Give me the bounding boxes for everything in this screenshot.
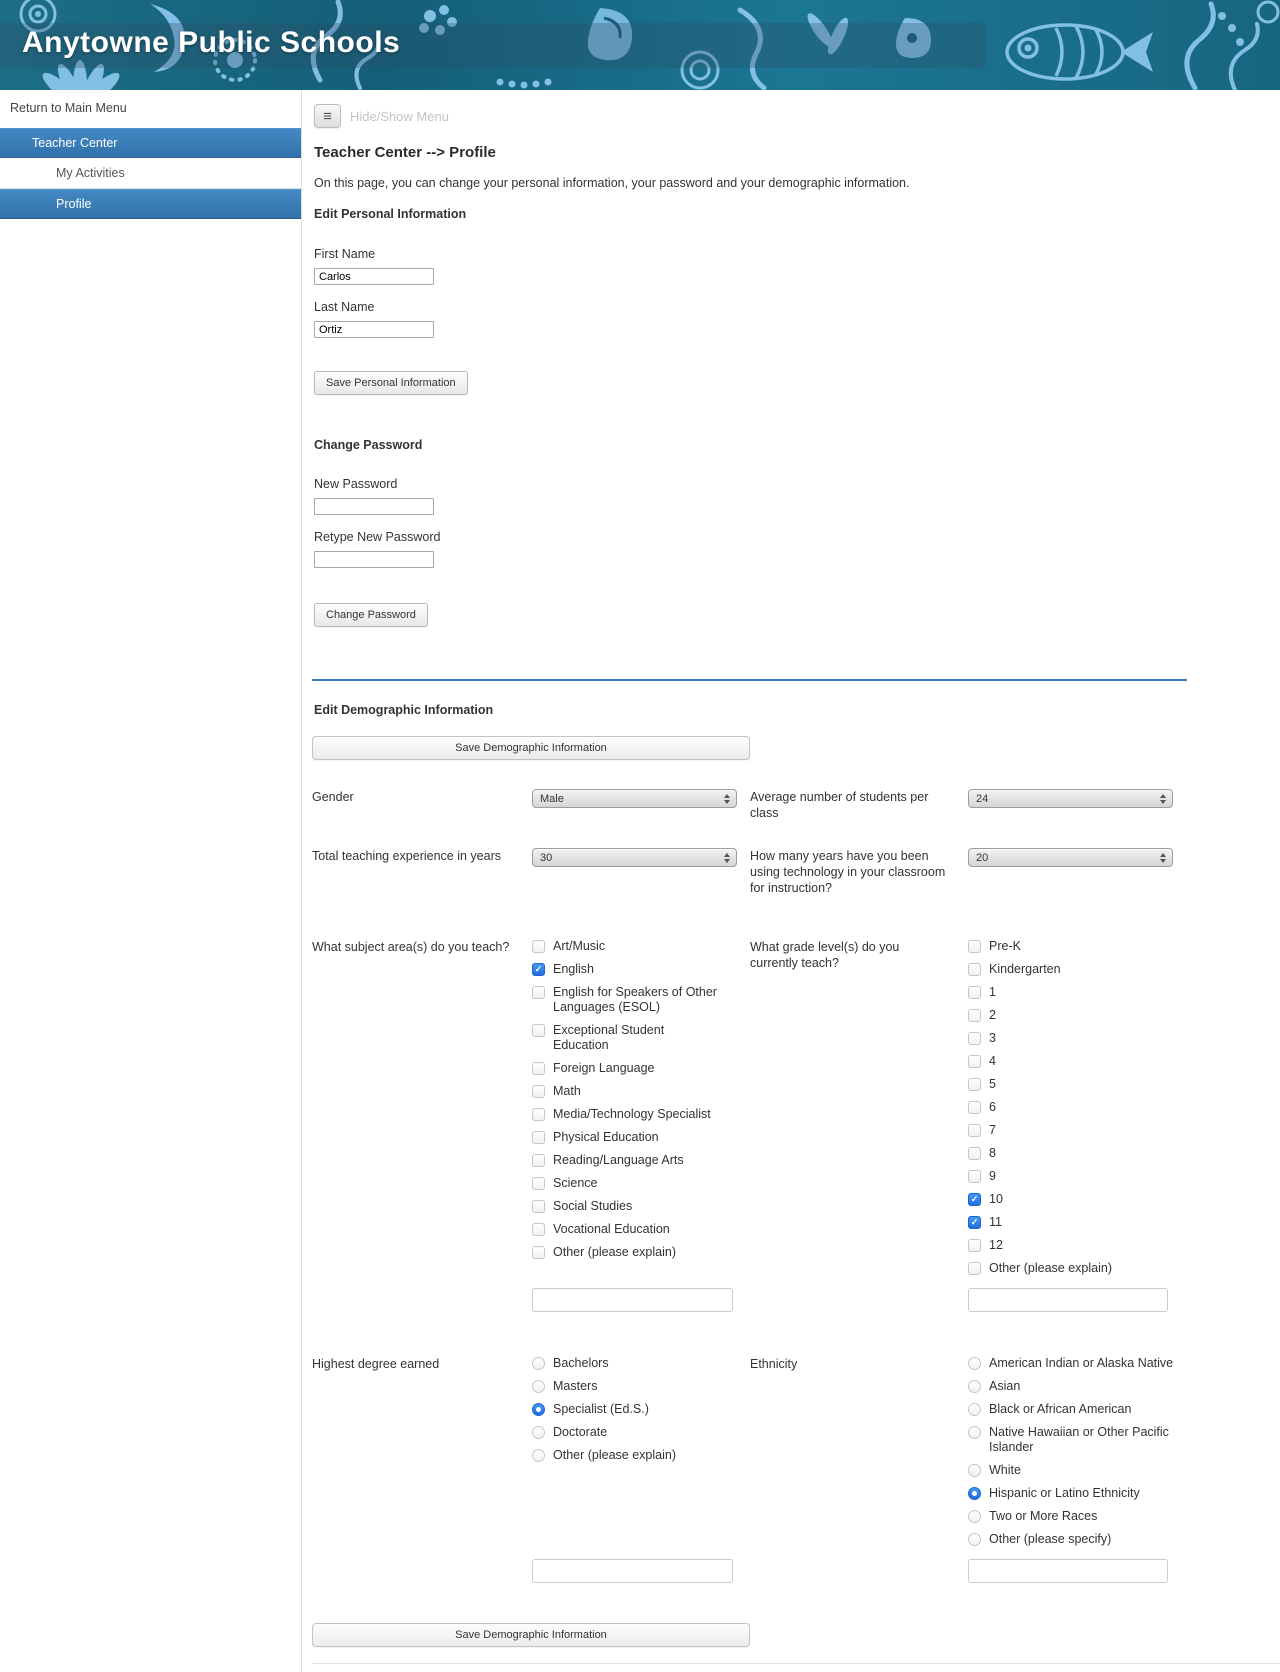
subject-checkbox-option[interactable] xyxy=(532,1245,750,1260)
avg-students-selected-value: 24 xyxy=(976,792,989,805)
checkbox[interactable] xyxy=(532,1200,545,1213)
experience-select[interactable] xyxy=(532,848,737,867)
save-personal-information-button[interactable]: Save Personal Information xyxy=(314,371,468,395)
option-label: Native Hawaiian or Other Pacific Islander xyxy=(989,1425,1169,1454)
option-label: 2 xyxy=(989,1008,996,1022)
subject-checkbox-option[interactable] xyxy=(532,1084,750,1099)
option-label: Exceptional Student Education xyxy=(553,1023,665,1052)
ethnicity-radio-option[interactable] xyxy=(968,1509,1187,1524)
grade-checkbox-option[interactable] xyxy=(968,939,1187,954)
checkbox[interactable] xyxy=(532,986,545,999)
subject-checkbox-option[interactable] xyxy=(532,1176,750,1191)
subject-checkbox-option[interactable] xyxy=(532,1222,750,1237)
option-label: English for Speakers of Other Languages (ESOL) xyxy=(553,985,717,1014)
option-label: 9 xyxy=(989,1169,996,1183)
degree-radio-option[interactable] xyxy=(532,1402,750,1417)
subject-checkbox-option[interactable] xyxy=(532,1023,750,1053)
radio-button[interactable] xyxy=(968,1533,981,1546)
option-label: Kindergarten xyxy=(989,962,1061,976)
option-label: Bachelors xyxy=(553,1356,609,1370)
radio-button[interactable] xyxy=(532,1403,545,1416)
checkbox[interactable] xyxy=(532,1062,545,1075)
option-label: Reading/Language Arts xyxy=(553,1153,684,1167)
grade-checkbox-option[interactable] xyxy=(968,1146,1187,1161)
option-label: 1 xyxy=(989,985,996,999)
hamburger-icon: ≡ xyxy=(323,107,332,125)
last-name-field[interactable] xyxy=(314,321,434,338)
ethnicity-label: Ethnicity xyxy=(750,1357,798,1371)
grades-other-input[interactable] xyxy=(968,1288,1168,1312)
option-label: Other (please explain) xyxy=(553,1448,676,1462)
option-label: Art/Music xyxy=(553,939,606,953)
ethnicity-radio-option[interactable] xyxy=(968,1402,1187,1417)
grade-checkbox-option[interactable] xyxy=(968,1008,1187,1023)
ethnicity-radio-option[interactable] xyxy=(968,1425,1187,1455)
checkbox[interactable] xyxy=(532,963,545,976)
gender-select[interactable] xyxy=(532,789,737,808)
sidebar-item-label: Profile xyxy=(56,197,92,211)
checkbox[interactable] xyxy=(532,1024,545,1037)
option-label: Vocational Education xyxy=(553,1222,670,1236)
degree-radio-option[interactable] xyxy=(532,1448,750,1463)
option-label: Physical Education xyxy=(553,1130,659,1144)
subject-checkbox-option[interactable] xyxy=(532,939,750,954)
checkbox[interactable] xyxy=(968,1009,981,1022)
checkbox[interactable] xyxy=(968,1078,981,1091)
ethnicity-radio-option[interactable] xyxy=(968,1463,1187,1478)
page-intro: On this page, you can change your personal information, your password and your demographic information. xyxy=(314,176,910,190)
select-spinner-icon xyxy=(1160,853,1172,863)
section-divider xyxy=(312,679,1187,681)
menu-toolbar xyxy=(314,104,1187,128)
subjects-other-input[interactable] xyxy=(532,1288,733,1312)
subject-checkbox-option[interactable] xyxy=(532,1061,750,1076)
option-label: Doctorate xyxy=(553,1425,608,1439)
subject-checkbox-option[interactable] xyxy=(532,985,750,1015)
ethnicity-radio-option[interactable] xyxy=(968,1532,1187,1547)
option-label: 3 xyxy=(989,1031,996,1045)
ethnicity-other-input[interactable] xyxy=(968,1559,1168,1583)
radio-button[interactable] xyxy=(532,1426,545,1439)
option-label: English xyxy=(553,962,594,976)
personal-info-heading: Edit Personal Information xyxy=(314,207,467,221)
radio-button[interactable] xyxy=(968,1357,981,1370)
grade-checkbox-option[interactable] xyxy=(968,1238,1187,1253)
degree-radio-option[interactable] xyxy=(532,1425,750,1440)
option-label: Black or African American xyxy=(989,1402,1132,1416)
checkbox[interactable] xyxy=(532,1246,545,1259)
ethnicity-radio-option[interactable] xyxy=(968,1356,1187,1371)
option-label: 7 xyxy=(989,1123,996,1137)
grade-checkbox-option[interactable] xyxy=(968,985,1187,1000)
grades-checkbox-list xyxy=(968,939,1187,1276)
checkbox[interactable] xyxy=(532,1108,545,1121)
app-header xyxy=(0,0,1280,90)
option-label: 6 xyxy=(989,1100,996,1114)
last-name-label: Last Name xyxy=(314,300,375,314)
subject-checkbox-option[interactable] xyxy=(532,1130,750,1145)
grade-checkbox-option[interactable] xyxy=(968,1261,1187,1276)
main-content xyxy=(302,90,1280,1672)
save-demographic-information-button-bottom[interactable]: Save Demographic Information xyxy=(312,1623,750,1647)
option-label: 10 xyxy=(989,1192,1003,1206)
radio-button[interactable] xyxy=(968,1464,981,1477)
sidebar-item-teacher-center[interactable] xyxy=(0,128,301,158)
checkbox[interactable] xyxy=(968,1101,981,1114)
change-password-button[interactable]: Change Password xyxy=(314,603,428,627)
option-label: Asian xyxy=(989,1379,1021,1393)
degree-label: Highest degree earned xyxy=(312,1357,440,1371)
grade-checkbox-option[interactable] xyxy=(968,1054,1187,1069)
checkbox[interactable] xyxy=(968,940,981,953)
avg-students-select[interactable] xyxy=(968,789,1173,808)
hide-show-menu-label: Hide/Show Menu xyxy=(350,108,449,124)
option-label: Other (please explain) xyxy=(553,1245,676,1259)
save-demographic-information-button-top[interactable]: Save Demographic Information xyxy=(312,736,750,760)
experience-selected-value: 30 xyxy=(540,851,553,864)
grade-checkbox-option[interactable] xyxy=(968,962,1187,977)
option-label: Media/Technology Specialist xyxy=(553,1107,711,1121)
checkbox[interactable] xyxy=(968,1239,981,1252)
checkbox[interactable] xyxy=(968,986,981,999)
sidebar-menu xyxy=(0,90,302,1672)
return-to-main-menu-link[interactable]: Return to Main Menu xyxy=(10,101,127,115)
checkbox[interactable] xyxy=(532,1154,545,1167)
degree-radio-option[interactable] xyxy=(532,1379,750,1394)
subject-checkbox-option[interactable] xyxy=(532,1107,750,1122)
grade-checkbox-option[interactable] xyxy=(968,1031,1187,1046)
checkbox[interactable] xyxy=(532,1131,545,1144)
checkbox[interactable] xyxy=(968,1193,981,1206)
select-spinner-icon xyxy=(1160,794,1172,804)
subjects-label: What subject area(s) do you teach? xyxy=(312,940,510,954)
sidebar-item-label: My Activities xyxy=(56,166,125,180)
ethnicity-radio-list xyxy=(968,1356,1187,1547)
select-spinner-icon xyxy=(724,853,736,863)
degree-radio-option[interactable] xyxy=(532,1356,750,1371)
option-label: Math xyxy=(553,1084,581,1098)
ethnicity-radio-option[interactable] xyxy=(968,1486,1187,1501)
option-label: Foreign Language xyxy=(553,1061,655,1075)
checkbox[interactable] xyxy=(532,940,545,953)
subjects-checkbox-list xyxy=(532,939,750,1260)
option-label: 12 xyxy=(989,1238,1003,1252)
option-label: Social Studies xyxy=(553,1199,633,1213)
first-name-label: First Name xyxy=(314,247,376,261)
new-password-label: New Password xyxy=(314,477,398,491)
sidebar-item-profile[interactable] xyxy=(0,189,301,219)
content-bottom-rule xyxy=(312,1663,1280,1664)
option-label: Science xyxy=(553,1176,598,1190)
experience-label: Total teaching experience in years xyxy=(312,849,502,863)
option-label: 11 xyxy=(989,1215,1002,1229)
checkbox[interactable] xyxy=(968,1055,981,1068)
degree-radio-list xyxy=(532,1356,750,1463)
retype-password-field[interactable] xyxy=(314,551,434,568)
hamburger-menu-button[interactable] xyxy=(314,104,341,128)
ethnicity-radio-option[interactable] xyxy=(968,1379,1187,1394)
grade-checkbox-option[interactable] xyxy=(968,1077,1187,1092)
radio-button[interactable] xyxy=(968,1380,981,1393)
radio-button[interactable] xyxy=(532,1380,545,1393)
change-password-heading: Change Password xyxy=(314,438,423,452)
checkbox[interactable] xyxy=(968,1032,981,1045)
checkbox[interactable] xyxy=(532,1085,545,1098)
grade-checkbox-option[interactable] xyxy=(968,1123,1187,1138)
option-label: Hispanic or Latino Ethnicity xyxy=(989,1486,1140,1500)
option-label: Other (please explain) xyxy=(989,1261,1112,1275)
grade-checkbox-option[interactable] xyxy=(968,1192,1187,1207)
new-password-field[interactable] xyxy=(314,498,434,515)
gender-label: Gender xyxy=(312,790,354,804)
checkbox[interactable] xyxy=(968,963,981,976)
sidebar-item-label: Teacher Center xyxy=(32,136,118,150)
option-label: 8 xyxy=(989,1146,996,1160)
tech-years-select[interactable] xyxy=(968,848,1173,867)
degree-other-input[interactable] xyxy=(532,1559,733,1583)
site-title: Anytowne Public Schools xyxy=(22,26,401,59)
checkbox[interactable] xyxy=(532,1177,545,1190)
subject-checkbox-option[interactable] xyxy=(532,1199,750,1214)
radio-button[interactable] xyxy=(532,1357,545,1370)
tech-years-selected-value: 20 xyxy=(976,851,989,864)
grades-label: What grade level(s) do you currently teach? xyxy=(750,940,900,970)
select-spinner-icon xyxy=(724,794,736,804)
radio-button[interactable] xyxy=(532,1449,545,1462)
option-label: White xyxy=(989,1463,1021,1477)
demographic-heading: Edit Demographic Information xyxy=(314,703,494,717)
sidebar-item-my-activities[interactable] xyxy=(0,158,301,189)
gender-selected-value: Male xyxy=(540,792,564,805)
subject-checkbox-option[interactable] xyxy=(532,962,750,977)
grade-checkbox-option[interactable] xyxy=(968,1169,1187,1184)
subject-checkbox-option[interactable] xyxy=(532,1153,750,1168)
tech-years-label: How many years have you been using technology in your classroom for instruction? xyxy=(750,849,946,895)
option-label: Other (please specify) xyxy=(989,1532,1112,1546)
checkbox[interactable] xyxy=(968,1147,981,1160)
grade-checkbox-option[interactable] xyxy=(968,1100,1187,1115)
checkbox[interactable] xyxy=(968,1170,981,1183)
checkbox[interactable] xyxy=(968,1262,981,1275)
first-name-field[interactable] xyxy=(314,268,434,285)
radio-button[interactable] xyxy=(968,1426,981,1439)
checkbox[interactable] xyxy=(532,1223,545,1236)
radio-button[interactable] xyxy=(968,1510,981,1523)
option-label: Specialist (Ed.S.) xyxy=(553,1402,649,1416)
page-title: Teacher Center --> Profile xyxy=(314,144,496,161)
grade-checkbox-option[interactable] xyxy=(968,1215,1187,1230)
option-label: Masters xyxy=(553,1379,598,1393)
option-label: Pre-K xyxy=(989,939,1021,953)
radio-button[interactable] xyxy=(968,1487,981,1500)
avg-students-label: Average number of students per class xyxy=(750,790,929,820)
option-label: Two or More Races xyxy=(989,1509,1098,1523)
option-label: 4 xyxy=(989,1054,996,1068)
checkbox[interactable] xyxy=(968,1216,981,1229)
checkbox[interactable] xyxy=(968,1124,981,1137)
option-label: American Indian or Alaska Native xyxy=(989,1356,1174,1370)
radio-button[interactable] xyxy=(968,1403,981,1416)
retype-password-label: Retype New Password xyxy=(314,530,441,544)
option-label: 5 xyxy=(989,1077,996,1091)
